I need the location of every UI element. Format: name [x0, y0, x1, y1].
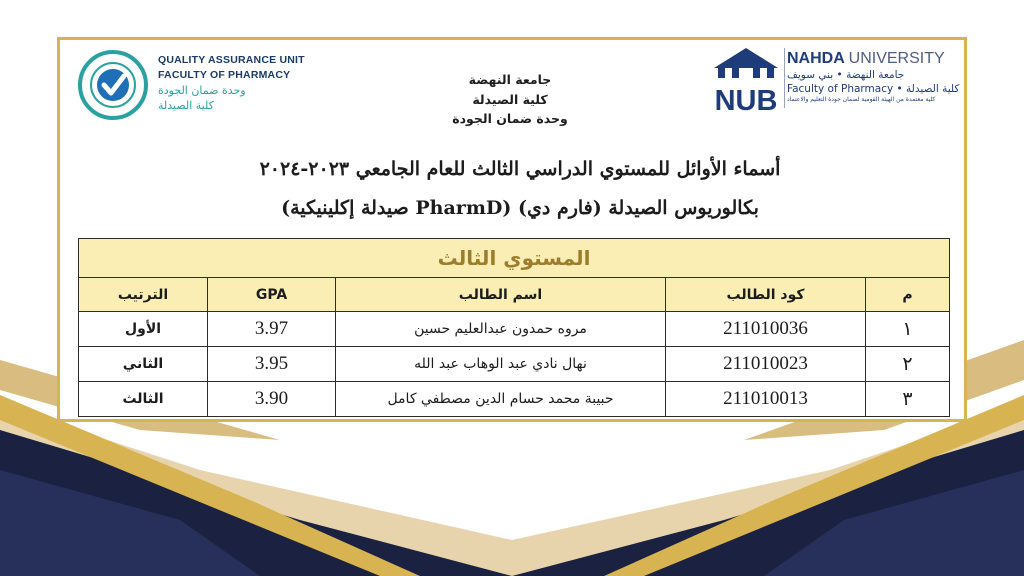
row-rank: الثاني [79, 347, 208, 382]
row-code: 211010013 [666, 382, 866, 417]
level-heading-row [79, 239, 950, 278]
faculty-name: كلية الصيدلة [472, 91, 548, 107]
col-num: م [866, 278, 950, 312]
quality-unit-ar-1: وحدة ضمان الجودة [158, 84, 246, 97]
university-ar-1: جامعة النهضة • بني سويف [787, 69, 905, 81]
page-subtitle: بكالوريوس الصيدلة (فارم دي) (PharmD صيدلة إكلينيكية) [281, 197, 759, 219]
university-name-bold: NAHDA [787, 50, 845, 67]
page-title: أسماء الأوائل للمستوي الدراسي الثالث للعام الجامعي ٢٠٢٣-٢٠٢٤ [259, 158, 781, 180]
row-num: ٢ [866, 347, 950, 382]
nub-logo [706, 44, 786, 114]
university-ar-2: كلية الصيدلة • Faculty of Pharmacy [787, 83, 960, 95]
row-rank: الأول [79, 312, 208, 347]
row-name: مروه حمدون عبدالعليم حسين [336, 312, 666, 347]
row-gpa: 3.97 [208, 312, 336, 347]
row-name: حبيبة محمد حسام الدين مصطفي كامل [336, 382, 666, 417]
institution-header [360, 70, 660, 129]
quality-unit-ar-2: كلية الصيدلة [158, 99, 214, 112]
row-name: نهال نادي عبد الوهاب عبد الله [336, 347, 666, 382]
column-header-row [79, 278, 950, 312]
col-gpa: GPA [208, 278, 336, 312]
row-code: 211010036 [666, 312, 866, 347]
row-gpa: 3.95 [208, 347, 336, 382]
row-gpa: 3.90 [208, 382, 336, 417]
university-text [787, 50, 962, 103]
university-name-light: UNIVERSITY [848, 50, 945, 67]
top-students-table [78, 238, 950, 417]
row-num: ٣ [866, 382, 950, 417]
quality-assurance-seal [78, 50, 148, 120]
quality-unit-text [158, 53, 318, 113]
university-name: جامعة النهضة [468, 72, 552, 87]
quality-unit-en-1: QUALITY ASSURANCE UNIT [158, 54, 305, 66]
row-num: ١ [866, 312, 950, 347]
quality-unit-en-2: FACULTY OF PHARMACY [158, 69, 291, 81]
nub-abbrev: NUB [714, 85, 778, 114]
level-heading: المستوي الثالث [79, 239, 950, 278]
col-rank: الترتيب [79, 278, 208, 312]
university-name-en [787, 50, 962, 68]
logo-divider [784, 48, 785, 108]
accreditation-note: كلية معتمدة من الهيئة القومية لضمان جودة التعليم والاعتماد [787, 96, 936, 103]
table-row [79, 312, 950, 347]
row-rank: الثالث [79, 382, 208, 417]
table-row [79, 347, 950, 382]
row-code: 211010023 [666, 347, 866, 382]
table-row [79, 382, 950, 417]
col-code: كود الطالب [666, 278, 866, 312]
col-name: اسم الطالب [336, 278, 666, 312]
unit-name: وحدة ضمان الجودة [452, 111, 568, 126]
